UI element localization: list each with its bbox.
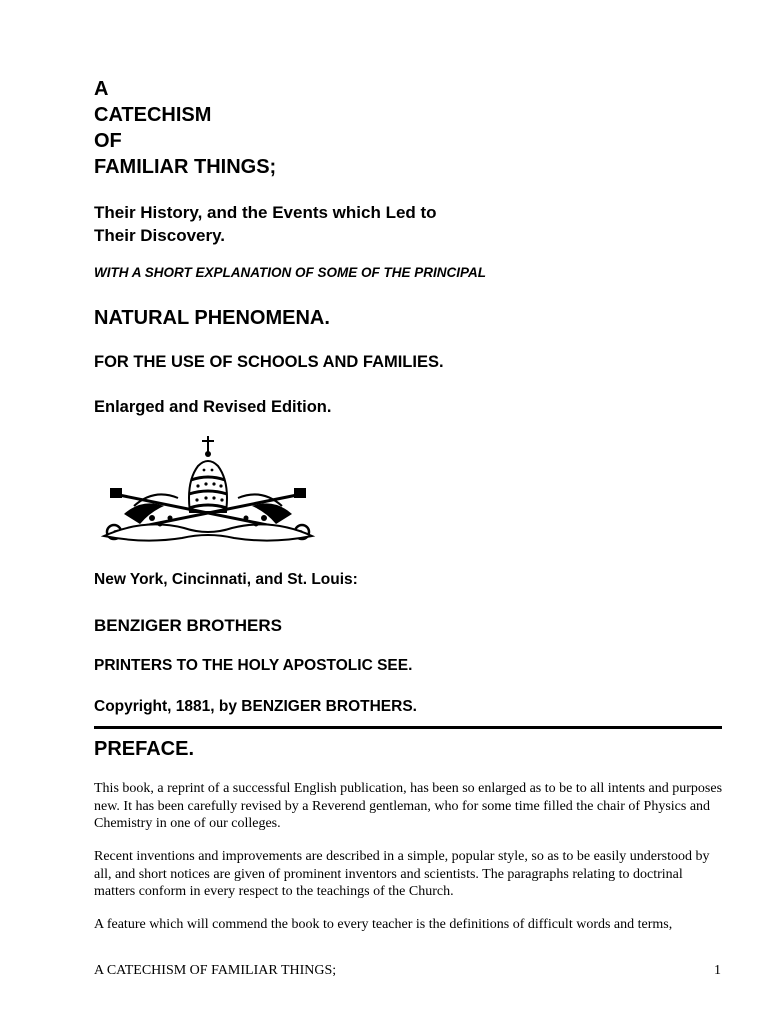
subtitle-line-1: Their History, and the Events which Led to — [94, 203, 437, 222]
publisher-printers: PRINTERS TO THE HOLY APOSTOLIC SEE. — [94, 657, 413, 674]
publisher-name: BENZIGER BROTHERS — [94, 616, 282, 635]
explanation-line: WITH A SHORT EXPLANATION OF SOME OF THE PRINCIPAL — [94, 265, 487, 280]
subtitle-line-2: Their Discovery. — [94, 226, 226, 245]
preface-paragraph-2: Recent inventions and improvements are described in a simple, popular style, so as to be easily understood by all, and short notices are given of prominent inventors and scientists. The paragraphs relating to doctrinal matters conform in every respect to the teachings of the Church. — [94, 849, 710, 899]
title-line-1: A — [94, 78, 109, 100]
preface-heading: PREFACE. — [94, 738, 195, 760]
use-line: FOR THE USE OF SCHOOLS AND FAMILIES. — [94, 353, 444, 371]
preface-paragraph-3: A feature which will commend the book to every teacher is the definitions of difficult words and terms, — [94, 917, 673, 932]
papal-tiara-crest-icon — [94, 432, 322, 546]
title-line-3: OF — [94, 130, 122, 152]
running-title-footer: A CATECHISM OF FAMILIAR THINGS; — [94, 963, 337, 978]
preface-paragraph-1: This book, a reprint of a successful English publication, has been so enlarged as to be to all intents and purposes new. It has been carefully revised by a Reverend gentleman, who for some time filled the chair of Physics and Chemistry in one of our colleges. — [94, 781, 723, 831]
publisher-cities: New York, Cincinnati, and St. Louis: — [94, 571, 358, 588]
title-line-2: CATECHISM — [94, 104, 212, 126]
title-line-4: FAMILIAR THINGS; — [94, 156, 277, 178]
edition-line: Enlarged and Revised Edition. — [94, 398, 332, 416]
page-number: 1 — [714, 963, 721, 978]
copyright-line: Copyright, 1881, by BENZIGER BROTHERS. — [94, 698, 417, 715]
phenomena-heading: NATURAL PHENOMENA. — [94, 307, 330, 329]
section-divider — [94, 726, 722, 729]
